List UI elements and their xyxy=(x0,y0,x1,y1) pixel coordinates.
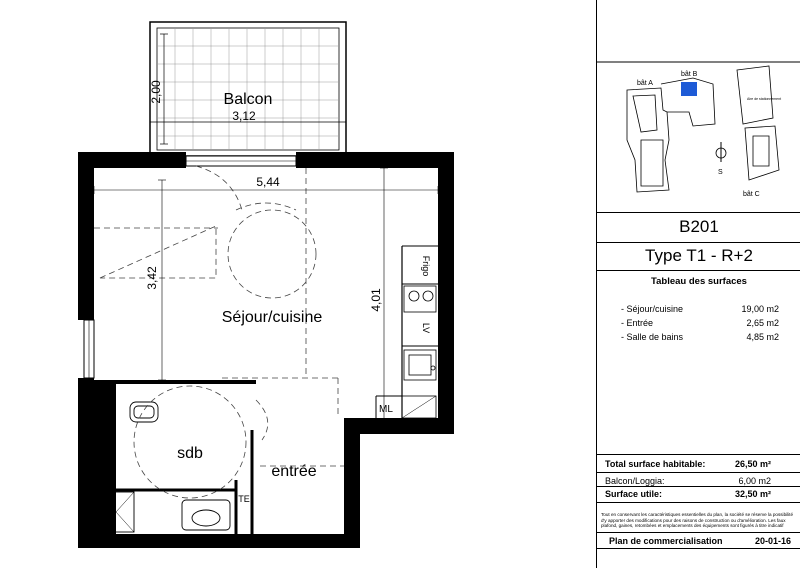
footer xyxy=(597,532,800,549)
surface-label: - Entrée xyxy=(621,318,654,328)
bathroom-fittings xyxy=(98,402,230,532)
footer-date: 20-01-16 xyxy=(754,536,791,546)
surface-label: - Salle de bains xyxy=(621,332,684,342)
usable-area-row xyxy=(605,489,789,499)
legal-notice: Tout en conservant les caractéristiques essentielles du plan, la société se réserve la possibilité d'y apporter des modifications pour des raisons de construction ou d'amélioration. Les faux plafond, gaines, retombées et emplacements des équipements sont figurés à titre indicatif xyxy=(601,512,794,529)
surface-row xyxy=(621,332,779,342)
divider xyxy=(597,472,800,473)
bat-b-label: bât B xyxy=(681,71,698,78)
room-depth-right-dimension: 4,01 xyxy=(369,288,383,312)
footer-label: Plan de commercialisation xyxy=(609,536,723,546)
balcony xyxy=(150,22,346,156)
balcony-width-dimension: 3,12 xyxy=(232,109,256,123)
lot-number: B201 xyxy=(597,212,800,241)
apartment-type: Type T1 - R+2 xyxy=(597,242,800,269)
balcony-area-label: Balcon/Loggia: xyxy=(605,476,665,486)
bat-c-label: bât C xyxy=(743,191,760,198)
footer-strip xyxy=(597,548,800,569)
divider xyxy=(597,502,800,503)
balcony-area-row xyxy=(605,476,789,486)
room-width-dimension: 5,44 xyxy=(256,175,280,189)
divider xyxy=(597,486,800,487)
info-panel xyxy=(596,0,800,568)
surface-label: - Séjour/cuisine xyxy=(621,304,684,314)
balcony-label: Balcon xyxy=(223,91,273,108)
usable-area-value: 32,50 m² xyxy=(734,489,771,499)
parking-label: Aire de stationnement xyxy=(747,97,782,101)
washing-machine-label: ML xyxy=(379,404,393,415)
surface-value: 2,65 m2 xyxy=(746,318,779,328)
living-room-label: Séjour/cuisine xyxy=(221,309,323,326)
surface-value: 4,85 m2 xyxy=(746,332,779,342)
total-habitable-value: 26,50 m² xyxy=(734,459,771,469)
usable-area-label: Surface utile: xyxy=(605,489,663,499)
entrance-label: entrée xyxy=(271,463,317,480)
divider xyxy=(597,454,800,455)
fridge-label: Frigo xyxy=(421,255,431,277)
balcony-depth-dimension: 2,00 xyxy=(149,80,163,104)
bat-a-label: bât A xyxy=(637,80,653,87)
highlighted-apartment xyxy=(681,82,697,96)
dishwasher-label: LV xyxy=(421,322,431,334)
key-plan xyxy=(597,0,800,200)
total-habitable-label: Total surface habitable: xyxy=(605,459,706,469)
divider xyxy=(597,270,800,271)
water-heater-label: TE xyxy=(238,494,250,504)
surface-row xyxy=(621,318,779,328)
south-label: S xyxy=(718,169,723,176)
surface-row xyxy=(621,304,779,314)
surface-value: 19,00 m2 xyxy=(741,304,779,314)
surfaces-table-title: Tableau des surfaces xyxy=(651,276,747,287)
bathroom-label: sdb xyxy=(177,445,203,462)
room-depth-left-dimension: 3,42 xyxy=(145,266,159,290)
total-habitable-row xyxy=(605,459,789,469)
balcony-area-value: 6,00 m2 xyxy=(738,476,771,486)
kitchen-fittings xyxy=(402,286,436,418)
